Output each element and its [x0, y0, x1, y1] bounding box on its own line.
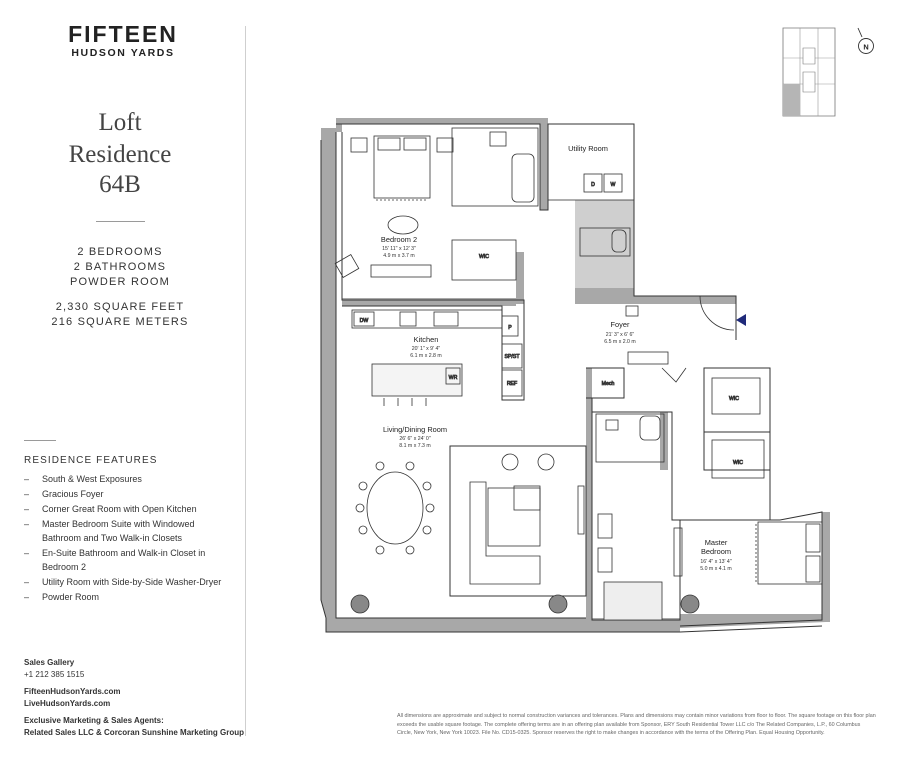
brand-name: FIFTEEN	[68, 21, 178, 47]
master-furniture	[674, 522, 822, 613]
sales-phone[interactable]: +1 212 385 1515	[24, 670, 85, 679]
spec-powder-room: POWDER ROOM	[70, 276, 170, 288]
features-heading: RESIDENCE FEATURES	[24, 455, 158, 466]
room-name-living: Living/Dining Room	[382, 425, 448, 434]
key-plan-highlight	[783, 84, 800, 116]
spec-bathrooms: 2 BATHROOMS	[73, 261, 167, 273]
room-dim-master: 16' 4" x 13' 4"	[700, 559, 732, 565]
ottoman	[388, 216, 418, 234]
room-dim-living: 26' 6" x 24' 0"	[399, 436, 431, 442]
sales-gallery-label: Sales Gallery	[24, 658, 75, 667]
compass-label: N	[863, 42, 869, 52]
dining-table	[367, 472, 423, 544]
key-plan	[783, 28, 835, 116]
room-dim-foyer: 21' 3" x 6' 6"	[605, 332, 635, 338]
feature-item: – Master Bedroom Suite with Windowed Bathroom and Two Walk-in Closets	[24, 517, 234, 545]
room-labels	[381, 144, 732, 572]
room-metric-foyer: 6.5 m x 2.0 m	[604, 339, 636, 345]
room-metric-kitchen: 6.1 m x 2.8 m	[410, 353, 442, 359]
brand-subname: HUDSON YARDS	[71, 47, 175, 59]
room-name-kitchen: Kitchen	[413, 335, 439, 344]
residence-title-line1: Loft	[98, 109, 142, 136]
dishwasher-label: DW	[359, 318, 369, 324]
spec-bedrooms: 2 BEDROOMS	[77, 246, 163, 258]
website-link-2[interactable]: LiveHudsonYards.com	[24, 699, 111, 708]
compass-icon	[858, 28, 874, 54]
website-link-1[interactable]: FifteenHudsonYards.com	[24, 687, 121, 696]
agents-names: Related Sales LLC & Corcoran Sunshine Marketing Group	[24, 728, 245, 737]
residence-title-line2: Residence	[68, 141, 172, 168]
room-metric-bedroom2: 4.9 m x 3.7 m	[383, 253, 415, 259]
feature-item: – Utility Room with Side-by-Side Washer-Dryer	[24, 575, 234, 589]
room-name-foyer: Foyer	[610, 320, 630, 329]
room-dim-kitchen: 20' 1" x 9' 4"	[411, 346, 441, 352]
spec-square-meters: 216 SQUARE METERS	[51, 316, 189, 328]
wic-label-2: WIC	[732, 460, 744, 466]
spst-label: SP/ST	[504, 354, 520, 360]
room-name-utility: Utility Room	[568, 144, 608, 153]
room-name-master-1: Master	[704, 538, 728, 547]
wine-fridge-label: WR	[448, 375, 458, 381]
bed-master	[758, 522, 822, 584]
sofa	[470, 482, 540, 584]
bed-bedroom2	[374, 136, 430, 198]
spec-square-feet: 2,330 SQUARE FEET	[55, 301, 185, 313]
dryer-label: D	[591, 182, 595, 188]
agents-label: Exclusive Marketing & Sales Agents:	[24, 716, 164, 725]
living-furniture	[351, 454, 584, 613]
feature-item: – En-Suite Bathroom and Walk-in Closet in Bedroom 2	[24, 546, 234, 574]
room-name-master-2: Bedroom	[701, 547, 731, 556]
room-dim-bedroom2: 15' 11" x 12' 3"	[382, 246, 416, 252]
mech-label: Mech	[601, 381, 615, 387]
wic-label-bed2: WIC	[478, 254, 490, 260]
legal-disclaimer: All dimensions are approximate and subject to normal construction variances and tolerances. Plans and dimensions may contain minor variations from floor to floor. The square footage on this floor plan exceeds the usable square footage. The complete offering terms are in an offering plan available from Sponsor, ERY South Residential Tower LLC c/o The Related Companies, L.P., 60 Columbus Circle, New York, New York 10023. File No. CD15-0325. Sponsor reserves the right to make changes in accordance with the terms of the Offering Plan. Equal Housing Opportunity.	[397, 713, 876, 737]
feature-item: – Corner Great Room with Open Kitchen	[24, 502, 234, 516]
residence-title-line3: 64B	[99, 171, 141, 198]
pantry-label: P	[508, 325, 512, 331]
feature-item: – Powder Room	[24, 590, 234, 604]
feature-item: – Gracious Foyer	[24, 487, 234, 501]
wic-label-1: WIC	[728, 396, 740, 402]
bath2	[452, 128, 538, 280]
entry-arrow-icon	[736, 314, 746, 326]
room-metric-living: 8.1 m x 7.3 m	[399, 443, 431, 449]
room-name-bedroom2: Bedroom 2	[380, 235, 418, 244]
feature-item: – South & West Exposures	[24, 472, 234, 486]
ref-label: REF	[506, 381, 518, 387]
room-metric-master: 5.0 m x 4.1 m	[700, 566, 732, 572]
washer-label: W	[610, 182, 616, 188]
master-bath	[596, 414, 664, 620]
